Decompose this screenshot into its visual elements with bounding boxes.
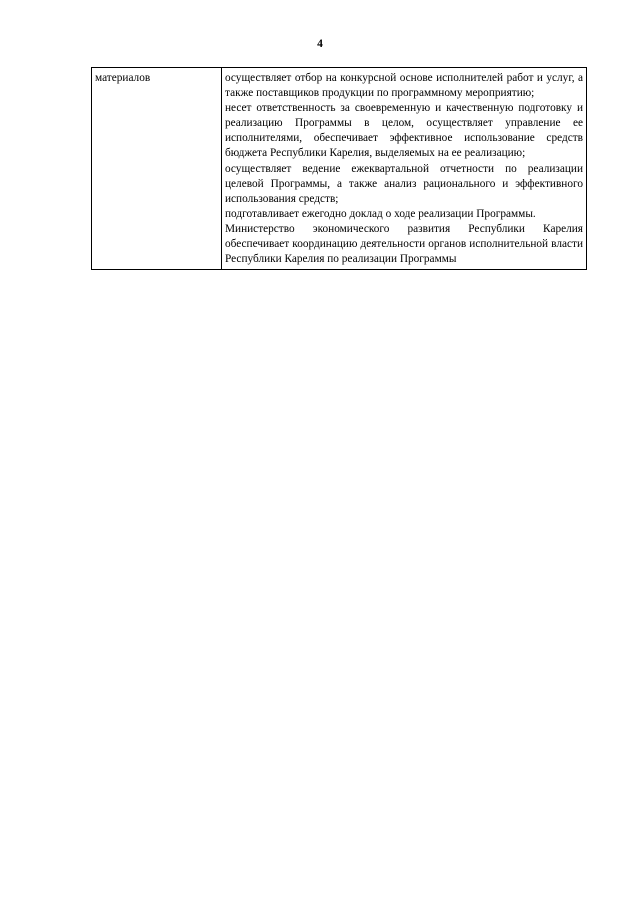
paragraph-annual-report: подготавливает ежегодно доклад о ходе реализации Программы. xyxy=(225,207,536,220)
table-cell-left: материалов xyxy=(92,68,222,270)
paragraph-reporting: осуществляет ведение ежеквартальной отчетности по реализации целевой Программы, а также анализ рационального и эффективного использования средств; xyxy=(225,162,583,205)
document-table xyxy=(91,67,587,270)
paragraph-ministry-coordination: Министерство экономического развития Республики Карелия обеспечивает координацию деятельности органов исполнительной власти Республики Карелия по реализации Программы xyxy=(225,222,583,266)
table-row xyxy=(92,68,587,270)
page-number: 4 xyxy=(317,38,323,50)
table-cell-right xyxy=(222,68,587,270)
paragraph-selection: осуществляет отбор на конкурсной основе исполнителей работ и услуг, а также поставщиков продукции по программному мероприятию; xyxy=(225,72,583,100)
paragraph-responsibility: несет ответственность за своевременную и качественную подготовку и реализацию Программы в целом, осуществляет управление ее исполнителями, обеспечивает эффективное использование средств бюджета Республики Карелия, выделяемых на ее реализацию; xyxy=(225,102,583,160)
